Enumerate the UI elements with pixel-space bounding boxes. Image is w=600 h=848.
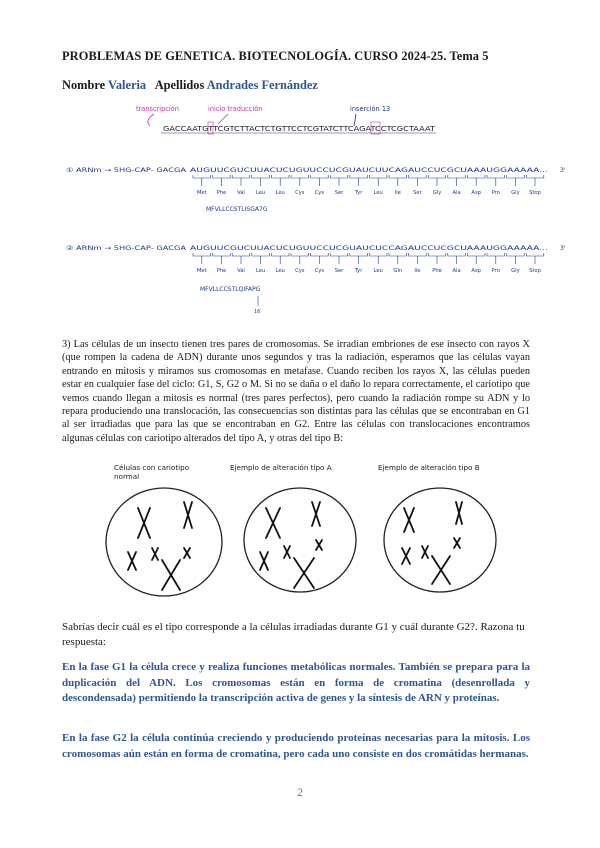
amino-acid-label: Asp xyxy=(471,190,481,196)
answer-g2: En la fase G2 la célula continúa creciendo y produciendo proteínas necesarias para la mitosis. Los cromosomas aún están en forma de cromatina, pero cada uno consiste en dos cromátidas hermanas. xyxy=(62,732,530,760)
codon-bracket xyxy=(291,175,309,178)
amino-acid-label: Phe xyxy=(432,268,442,274)
codon-bracket xyxy=(252,253,270,256)
mrna2-end: 3' xyxy=(560,245,566,252)
codon-bracket xyxy=(330,175,348,178)
amino-acid-label: Stop xyxy=(529,268,541,274)
name-value: Valeria xyxy=(108,78,147,92)
cell-normal xyxy=(106,488,222,596)
codon-bracket xyxy=(467,253,485,256)
codon-bracket xyxy=(350,253,368,256)
amino-acid-label: Tyr xyxy=(354,268,363,274)
codon-bracket xyxy=(487,253,505,256)
protein1: MFVLLCCSTLISGA7G xyxy=(206,206,268,213)
codon-bracket xyxy=(271,253,289,256)
cell-type-b xyxy=(384,488,496,592)
amino-acid-label: Leu xyxy=(255,268,266,274)
codon-bracket xyxy=(330,253,348,256)
codon-bracket xyxy=(369,253,387,256)
codon-bracket xyxy=(311,175,329,178)
codon-bracket xyxy=(193,253,211,256)
codon-bracket xyxy=(232,175,250,178)
cell1-label: Células con cariotipo normal xyxy=(114,463,190,481)
surname-label: Apellidos xyxy=(154,78,205,92)
problem-text: 3) Las células de un insecto tienen tres pares de cromosomas. Se irradian embriones de ese insecto con rayos X (que rompen la cadena de ADN) durante unos segundos y tras la radiación, esperamos que las células vayan entrando en mitosis y miramos sus cromosomas en metafase. Cuando reciben los rayos X, las células pueden estar en cualquier fase del ciclo: G1, S, G2 o M. Si no se daña o el daño lo repara correctamente, el cariotipo que vemos cuando llegan a mitosis es normal (tres pares perfectos), pero cuando la radiación rompe su ADN y lo repara produciendo una translocación, las consecuencias son distintas para las células que se encontraban en G1 al ser irradiadas que para las que se encontraban en G2. Entre las células con translocaciones encontramos algunas células con cariotipo alterados del tipo A, y otras del tipo B: xyxy=(62,339,530,444)
amino-acid-label: Leu xyxy=(373,190,383,196)
amino-acid-label: Ala xyxy=(452,268,461,274)
amino-acid-label: Stop xyxy=(529,190,541,196)
amino-acid-label: Cys xyxy=(314,268,325,274)
protein2: MFVLLCCSTLQIFAPG xyxy=(200,286,261,293)
codon-bracket xyxy=(409,175,427,178)
amino-acid-label: Ser xyxy=(334,268,344,274)
cell-type-a xyxy=(244,488,356,592)
cell3-label: Ejemplo de alteración tipo B xyxy=(378,463,480,472)
amino-acid-label: Val xyxy=(237,190,245,196)
surname-value: Andrades Fernández xyxy=(206,78,318,92)
codon-bracket xyxy=(193,175,211,178)
dna-sketch xyxy=(58,100,578,322)
amino-acid-label: Cys xyxy=(295,190,305,196)
amino-acid-label: Met xyxy=(196,190,207,196)
transcription-label: transcripción xyxy=(136,105,179,113)
mrna1-sequence: AUGUUCGUCUUACUCUGUUCCUCGUAUCUUCAGAUCCUCGCUAAAUGGAAAAA... xyxy=(190,167,549,174)
amino-acid-label: Phe xyxy=(216,268,227,274)
codon-bracket xyxy=(487,175,505,178)
amino-acid-label: Ser xyxy=(334,190,344,196)
codon-bracket xyxy=(448,175,466,178)
amino-acid-label: Ile xyxy=(414,268,421,274)
amino-acid-label: Pro xyxy=(491,190,500,196)
amino-acid-label: Gln xyxy=(393,268,403,274)
amino-acid-label: Gly xyxy=(511,268,520,274)
amino-acid-label: Cys xyxy=(295,268,305,274)
codon-bracket xyxy=(526,175,544,178)
codon-bracket xyxy=(232,253,250,256)
amino-acid-label: Ile xyxy=(394,190,401,196)
mrna1-prefix: ① ARNm → 5HG-CAP- GACGA xyxy=(66,167,188,174)
amino-acid-label: Phe xyxy=(216,190,227,196)
codon-bracket xyxy=(467,175,485,178)
amino-acid-label: Gly xyxy=(511,190,520,196)
amino-acid-label: Asp xyxy=(471,268,481,274)
row2-note: 16 xyxy=(254,309,261,315)
amino-acid-label: Tyr xyxy=(354,190,363,196)
student-name-line xyxy=(62,78,318,93)
name-label: Nombre xyxy=(62,78,106,92)
amino-acid-label: Pro xyxy=(491,268,500,274)
codon-bracket xyxy=(389,175,407,178)
page-title: PROBLEMAS DE GENETICA. BIOTECNOLOGÍA. CURSO 2024-25. Tema 5 xyxy=(62,49,489,63)
answer-g1: En la fase G1 la célula crece y realiza funciones metabólicas normales. También se prepara para la duplicación del ADN. Los cromosomas están en forma de cromatina (desenrollada y descondensada) permitiendo la transcripción activa de genes y la síntesis de ARN y proteínas. xyxy=(62,661,530,705)
amino-acid-label: Gly xyxy=(432,190,442,196)
codon-bracket xyxy=(213,253,231,256)
codon-bracket xyxy=(271,175,289,178)
mrna2-prefix: ② ARNm → 5HG-CAP- GACGA xyxy=(66,245,188,252)
amino-acid-label: Ser xyxy=(413,190,422,196)
codon-bracket xyxy=(507,175,525,178)
codon-bracket xyxy=(448,253,466,256)
insertion-label: inserción 13 xyxy=(350,105,391,113)
codon-bracket xyxy=(350,175,368,178)
amino-acid-label: Leu xyxy=(275,268,285,274)
mrna1-end: 3' xyxy=(560,167,566,174)
codon-bracket xyxy=(213,175,231,178)
amino-acid-label: Leu xyxy=(255,190,266,196)
question-text: Sabrías decir cuál es el tipo corresponde a la células irradiadas durante G1 y cuál durante G2?. Razona tu respuesta: xyxy=(62,621,525,648)
page-number: 2 xyxy=(297,785,303,799)
codon-bracket xyxy=(252,175,270,178)
amino-acid-label: Met xyxy=(196,268,207,274)
codon-bracket xyxy=(409,253,427,256)
cell2-label: Ejemplo de alteración tipo A xyxy=(230,463,332,472)
codon-bracket xyxy=(526,253,544,256)
codon-bracket xyxy=(311,253,329,256)
translation-label: inicio traducción xyxy=(208,105,263,113)
amino-acid-label: Ala xyxy=(452,190,461,196)
codon-bracket xyxy=(428,175,446,178)
amino-acid-label: Leu xyxy=(275,190,285,196)
codon-bracket xyxy=(428,253,446,256)
codon-bracket xyxy=(369,175,387,178)
amino-acid-label: Val xyxy=(237,268,245,274)
codon-bracket xyxy=(291,253,309,256)
karyotype-figure xyxy=(100,460,510,608)
codon-bracket xyxy=(507,253,525,256)
amino-acid-label: Leu xyxy=(373,268,383,274)
codon-bracket xyxy=(389,253,407,256)
amino-acid-label: Cys xyxy=(314,190,325,196)
dna-sequence: GACCAATGTTCGTCTTACTCTGTTCCTCGTATCTTCAGATCCTCGCTAAAT xyxy=(163,125,437,133)
mrna2-sequence: AUGUUCGUCUUACUCUGUUCCUCGUAUCUCCAGAUCCUCGCUAAAUGGAAAAA... xyxy=(190,245,549,252)
